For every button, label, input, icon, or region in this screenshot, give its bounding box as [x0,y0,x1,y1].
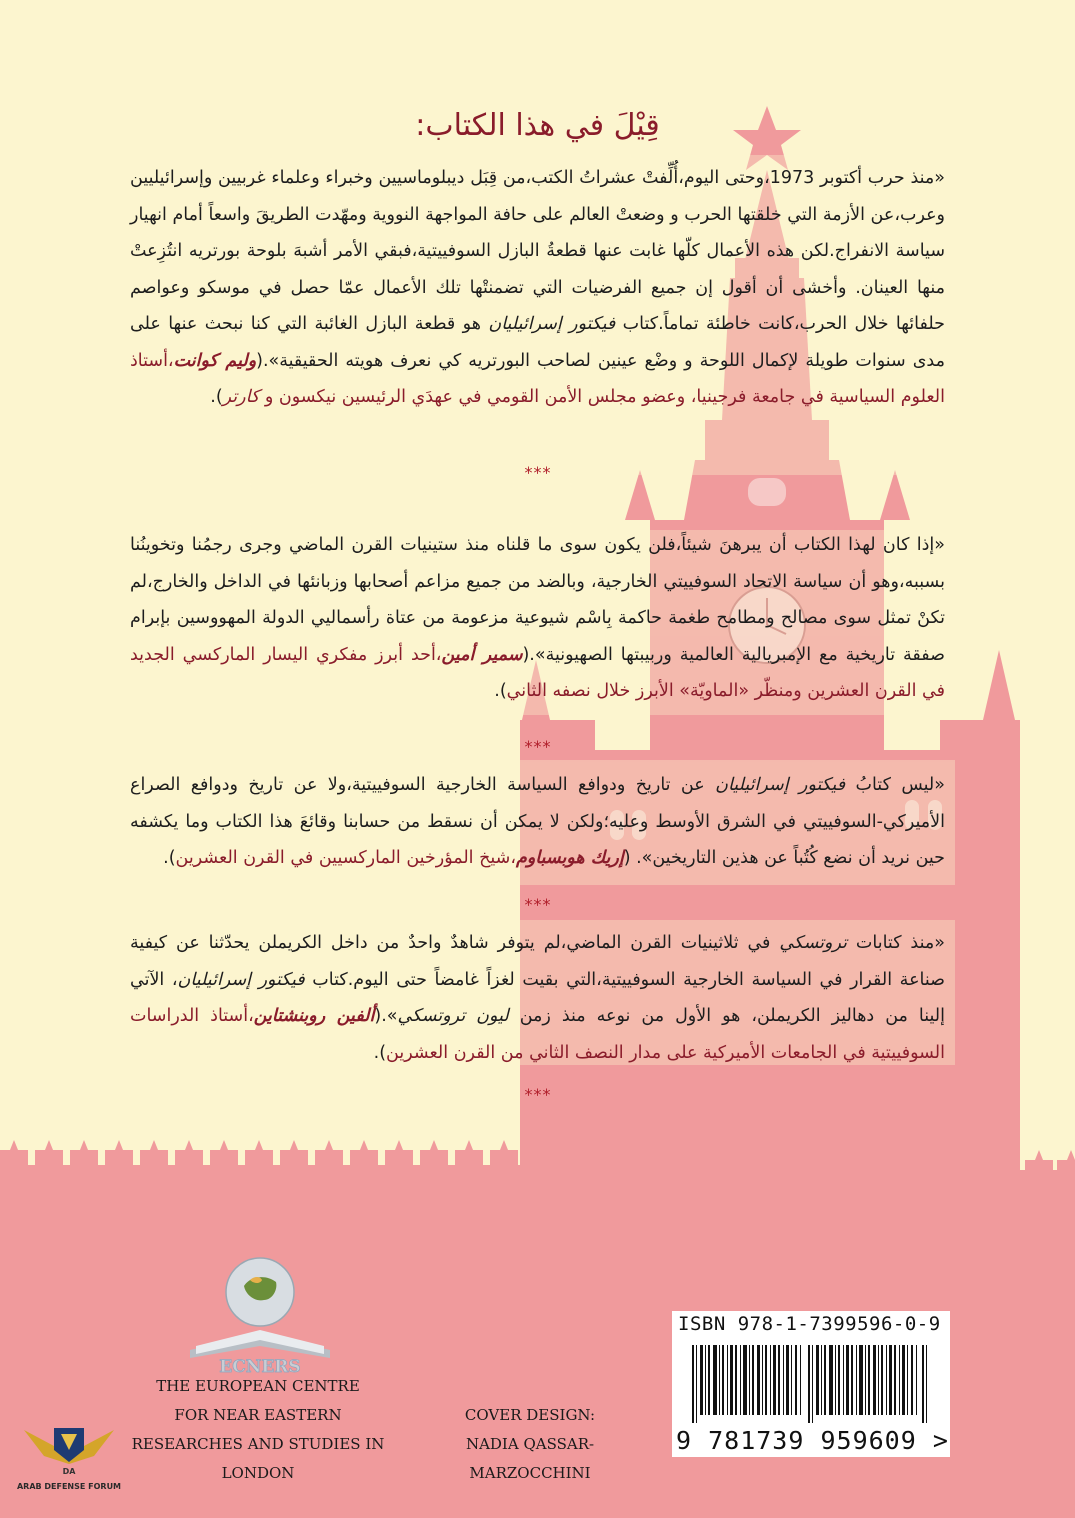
cover-design-credit [420,1401,640,1488]
quote-text: هو قطعة البازل الغائبة التي كنا نبحث عنها على مدى سنوات طويلة لإكمال اللوحة و وضْع عينين لصاحب البورتريه كي نعرف هويته الحقيقية».( [130,314,945,371]
quote-author-desc: ،شيخ المؤرخين الماركسيين في القرن العشرين [175,848,516,868]
logo-text: ECNERS [219,1357,301,1375]
quote-author: إريك هوبسباوم [516,848,624,868]
separator: *** [524,895,552,914]
quote-block-1 [130,160,945,416]
page-title: قِيْلَ في هذا الكتاب: [415,108,660,143]
separator: *** [524,737,552,756]
quote-author-desc: ،أحد أبرز مفكري اليسار الماركسي الجديد في القرن العشرين ومنظّر «الماويّة» الأبرز خلال نصفه الثاني [130,644,945,701]
forum-name: ARAB DEFENSE FORUM [16,1482,122,1491]
quote-emphasis: فيكتور إسرائيليان [715,775,846,795]
eagle-shield-icon [14,1420,124,1478]
forum-badge: DA [62,1467,76,1476]
publisher-line: FOR NEAR EASTERN [174,1406,342,1424]
quote-text: ، الآتي إلينا من دهاليز الكريملن، هو الأول من نوعه منذ زمن [130,969,945,1026]
quote-text: «منذ كتابات [855,933,945,953]
publisher-name [118,1372,398,1488]
isbn-number: ISBN 978-1-7399596-0-9 [678,1313,941,1335]
quote-close: ). [210,387,223,407]
publisher-line: THE EUROPEAN CENTRE [156,1377,360,1395]
quote-text: ».( [374,1006,398,1026]
separator: *** [524,463,552,482]
quote-text: «ليس كتابُ [855,775,945,795]
quote-author: ألفين روبنشتاين [253,1006,375,1026]
credit-name: NADIA QASSAR-MARZOCCHINI [465,1435,595,1482]
quote-text: «إذا كان لهذا الكتاب أن يبرهنَ شيئاً،فلن يكون سوى ما قلناه منذ ستينيات القرن الماضي وجرى رجمُنا وتخوينُنا بسببه،وهو أن سياسة الاتحاد السوفييتي الخارجية، وبالضد من جميع مزاعم أصحابها وزبانئها في الداخل والخارج،لم تكنْ تمثل سوى مصالح ومطامح طغمة حاكمة بِاسْم شيوعية مزعومة من عتاة رأسماليي الدولة المهووسين بإبرام صفقة تاريخية مع الإمبريالية العالمية وربيبتها الصهيونية».( [130,535,945,665]
quote-text: في ثلاثينيات القرن الماضي،لم يتوفر شاهدٌ واحدٌ من داخل الكريملن يحدّثنا عن كيفية صناعة القرار في السياسة الخارجية السوفييتية،التي بقيت لغزاً غامضاً حتى اليوم.كتاب [130,933,945,990]
quote-text: «منذ حرب أكتوبر 1973،وحتى اليوم،أُلِّفتْ عشراتُ الكتب،من قِبَل ديبلوماسيين وخبراء وعلماء غربيين وإسرائيليين وعرب،عن الأزمة التي خلقتها الحرب و وضعتْ العالم على حافة المواجهة النووية ومهّدت الطريقَ واسعاً أمام انهيار سياسة الانفراج.لكن هذه الأعمال كلّها غابت عنها قطعةُ البازل السوفييتية،فبقي الأمر أشبهَ بلوحة بورتريه انتُزِعتْ منها العينان. وأخشى أن أقول إن جميع الفرضيات التي تضمنتْها تلك الأعمال عمّا حصل في موسكو وعواصم حلفائها خلال الحرب،كانت خاطئة تماماً.كتاب [130,168,945,334]
quote-author: وليم كوانت [173,350,257,371]
publisher-line: RESEARCHES AND STUDIES IN LONDON [131,1435,385,1482]
quote-emphasis: فيكتور إسرائيليان [177,969,305,990]
isbn-barcode [672,1311,950,1457]
credit-label: COVER DESIGN: [464,1406,596,1424]
quote-text: عن تاريخ ودوافع السياسة الخارجية السوفييتية،ولا عن تاريخ ودوافع الصراع الأميركي-السوفييتي في الشرق الأوسط وعليه؛ولكن لا يمكن أن نسقط من حسابنا وقائعَ هذا الكتاب وما يكشفه حين نريد أن نضع كُتُباً عن هذين التاريخين». ( [130,775,945,868]
quote-emphasis: ليون تروتسكي [397,1006,509,1026]
quote-block-3 [130,767,945,877]
quote-author-desc: ،أستاذ الدراسات السوفييتية في الجامعات الأميركية على مدار النصف الثاني من القرن العشرين [130,1006,945,1063]
quote-emphasis: كارتر [222,387,260,407]
quote-block-4 [130,925,945,1071]
quote-close: ). [494,681,507,701]
quote-author-desc: ،أستاذ العلوم السياسية في جامعة فرجينيا، وعضو مجلس الأمن القومي في عهدَي الرئيسين نيكسون و [130,350,945,407]
quote-emphasis: فيكتور إسرائيليان [488,314,616,334]
isbn-digits: 9 781739 959609 > [676,1426,949,1455]
barcode-icon [692,1345,932,1423]
separator: *** [524,1085,552,1104]
forum-watermark [14,1420,124,1491]
quote-close: ). [373,1042,387,1063]
quote-emphasis: تروتسكي [779,933,848,953]
quote-author: سمير أمين [441,644,523,665]
quote-close: ). [163,848,176,868]
quote-block-2 [130,527,945,710]
publisher-logo [180,1250,345,1375]
